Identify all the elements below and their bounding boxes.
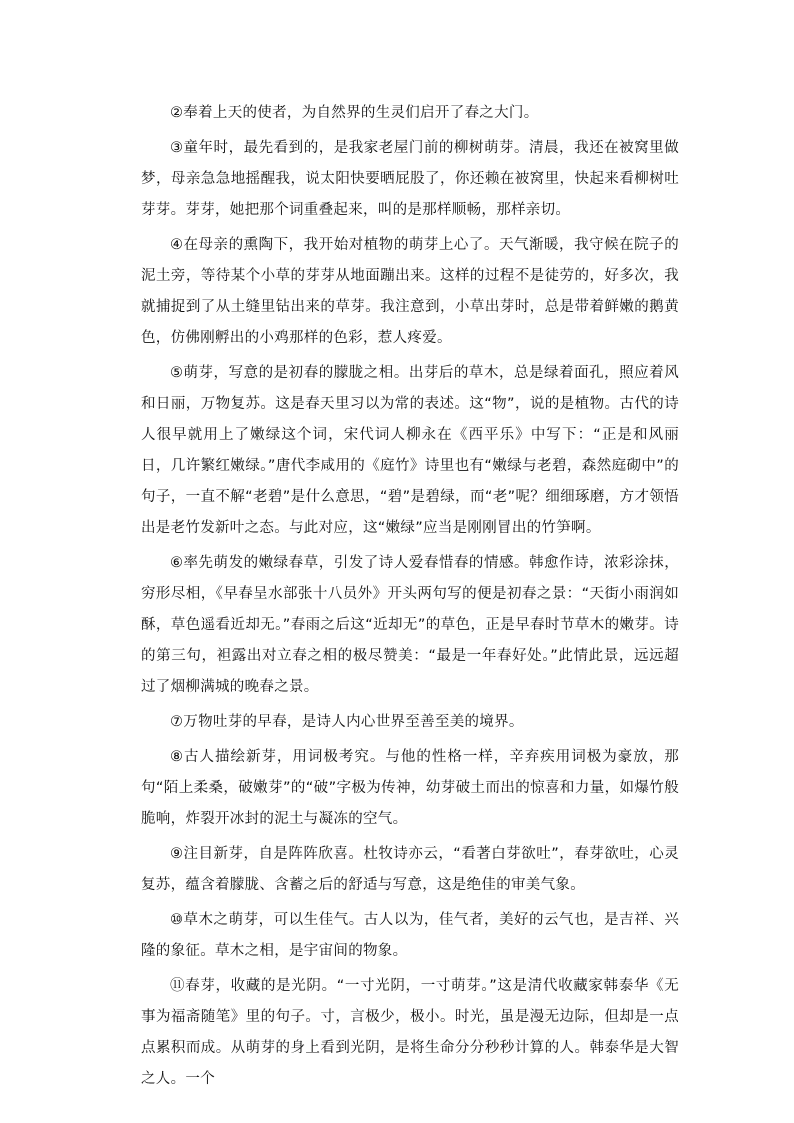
paragraph-10: ⑩草木之萌芽，可以生佳气。古人以为，佳气者，美好的云气也，是吉祥、兴隆的象征。草木之相，是宇宙间的物象。 [141, 912, 679, 959]
paragraph-3: ③童年时，最先看到的，是我家老屋门前的柳树萌芽。清晨，我还在被窝里做梦，母亲急急地摇醒我，说太阳快要晒屁股了，你还赖在被窝里，快起来看柳树吐芽芽。芽芽，她把那个词重叠起来，叫的是那样顺畅，那样亲切。 [141, 140, 679, 218]
paragraph-6: ⑥率先萌发的嫩绿春草，引发了诗人爱春惜春的情感。韩愈作诗，浓彩涂抹，穷形尽相，《早春呈水部张十八员外》开头两句写的便是初春之景：“天街小雨润如酥，草色遥看近却无。”春雨之后这“近却无”的草色，正是早春时节草木的嫩芽。诗的第三句，袒露出对立春之相的极尽赞美：“最是一年春好处。”此情此景，远远超过了烟柳满城的晚春之景。 [141, 555, 679, 695]
paragraph-2: ②奉着上天的使者，为自然界的生灵们启开了春之大门。 [170, 105, 539, 121]
paragraph-5: ⑤萌芽，写意的是初春的朦胧之相。出芽后的草木，总是绿着面孔，照应着风和日丽，万物复苏。这是春天里习以为常的表述。这“物”，说的是植物。古代的诗人很早就用上了嫩绿这个词，宋代词人柳永在《西平乐》中写下：“正是和风丽日，几许繁红嫩绿。”唐代李咸用的《庭竹》诗里也有“嫩绿与老碧，森然庭砌中”的句子，一直不解“老碧”是什么意思，“碧”是碧绿，而“老”呢？细细琢磨，方才领悟出是老竹发新叶之态。与此对应，这“嫩绿”应当是刚刚冒出的竹笋啊。 [141, 365, 679, 536]
paragraph-4: ④在母亲的熏陶下，我开始对植物的萌芽上心了。天气渐暖，我守候在院子的泥土旁，等待某个小草的芽芽从地面蹦出来。这样的过程不是徒劳的，好多次，我就捕捉到了从土缝里钻出来的草芽。我注意到，小草出芽时，总是带着鲜嫩的鹅黄色，仿佛刚孵出的小鸡那样的色彩，惹人疼爱。 [141, 237, 679, 346]
paragraph-7: ⑦万物吐芽的早春，是诗人内心世界至善至美的境界。 [170, 714, 524, 730]
paragraph-8: ⑧古人描绘新芽，用词极考究。与他的性格一样，辛弃疾用词极为豪放，那句“陌上柔桑，破嫩芽”的“破”字极为传神，幼芽破土而出的惊喜和力量，如爆竹般脆响，炸裂开冰封的泥土与凝冻的空气。 [141, 749, 679, 827]
paragraph-11: ⑪春芽，收藏的是光阴。“一寸光阴，一寸萌芽。”这是清代收藏家韩泰华《无事为福斋随笔》里的句子。寸，言极少，极小。时光，虽是漫无边际，但却是一点点累积而成。从萌芽的身上看到光阴，是将生命分分秒秒计算的人。韩泰华是大智之人。一个 [141, 978, 679, 1087]
paragraph-9: ⑨注目新芽，自是阵阵欣喜。杜牧诗亦云，“看著白芽欲吐”，春芽欲吐，心灵复苏，蕴含着朦胧、含蓄之后的舒适与写意，这是绝佳的审美气象。 [141, 846, 679, 893]
article-body [141, 98, 679, 1099]
